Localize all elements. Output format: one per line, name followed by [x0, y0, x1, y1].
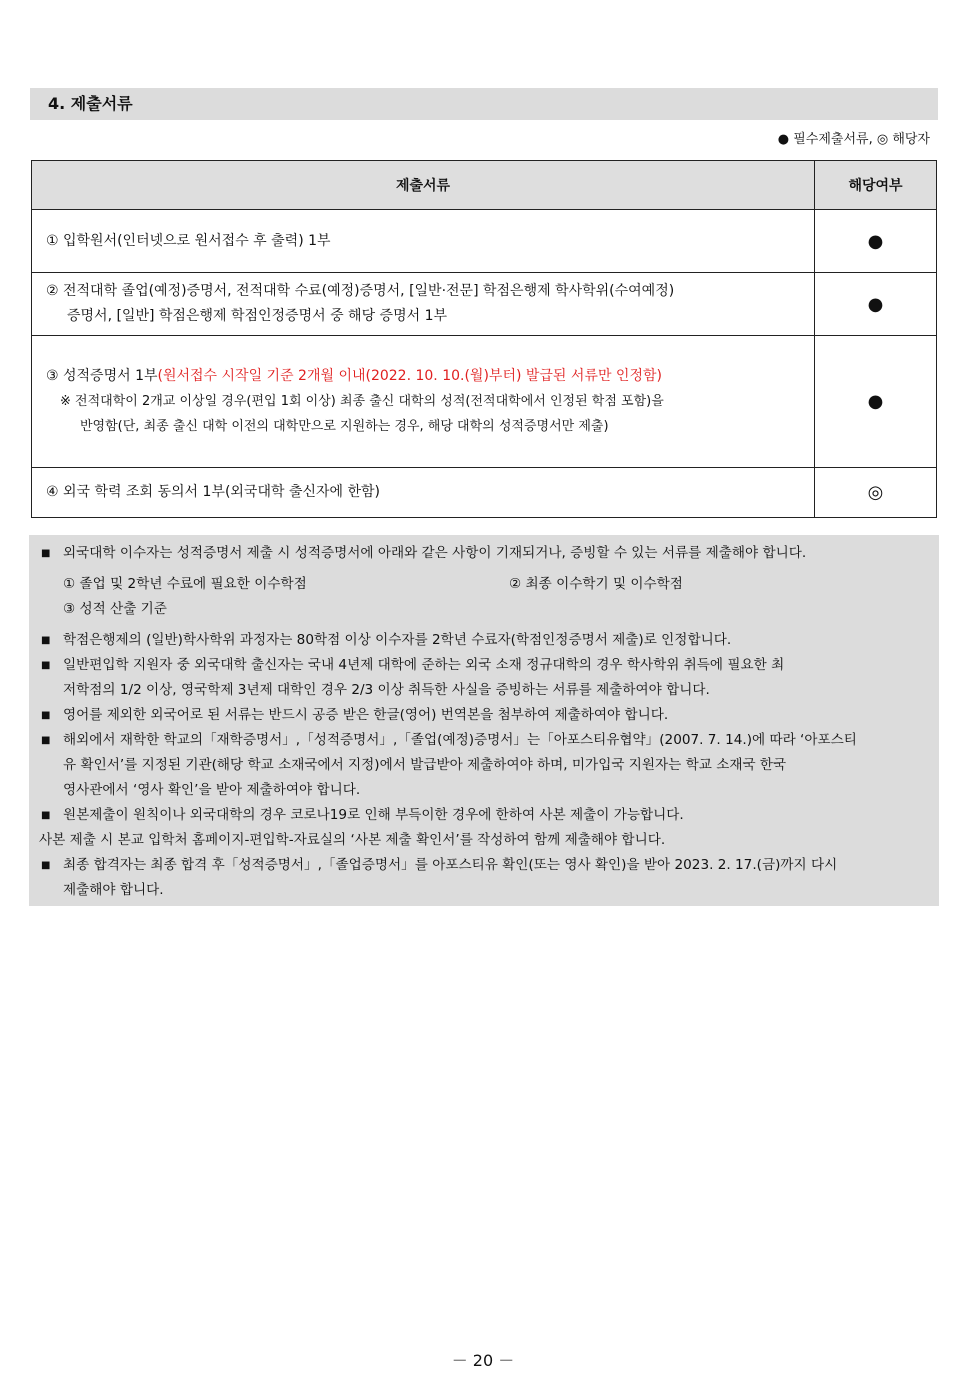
note-item: ■ 원본제출이 원칙이나 외국대학의 경우 코로나19로 인해 부득이한 경우에 한하여 사본 제출이 가능합니다. 사본 제출 시 본교 입학처 홈페이지-편입학-자료실의 ‘사본 제출 확인서’를 작성하여 함께 제출해야 합니다. [39, 803, 921, 853]
document-text: ② 전적대학 졸업(예정)증명서, 전적대학 수료(예정)증명서, [일반·전문] 학점은행제 학사학위(수여예정) [46, 283, 675, 299]
document-text: ① 입학원서(인터넷으로 원서접수 후 출력) 1부 [46, 232, 331, 249]
required-mark: ● [815, 336, 937, 468]
document-note-cont: 반영함(단, 최종 출신 대학 이전의 대학만으로 지원하는 경우, 해당 대학의 성적증명서만 제출) [80, 419, 609, 434]
notes-box [29, 535, 939, 906]
table-row [32, 273, 937, 336]
table-row [32, 336, 937, 468]
page-number: － 20 － [451, 1351, 515, 1370]
note-item: ■ 일반편입학 지원자 중 외국대학 출신자는 국내 4년제 대학에 준하는 외국 소재 정규대학의 경우 학사학위 취득에 필요한 최 저학점의 1/2 이상, 영국학제 3년제 대학인 경우 2/3 이상 취득한 사실을 증빙하는 서류를 제출하여야 합니다. [39, 653, 921, 703]
bullet-icon: ■ [41, 735, 51, 746]
required-mark: ● [815, 210, 937, 273]
section-title: 4. 제출서류 [30, 88, 938, 120]
bullet-icon: ■ [41, 635, 51, 646]
document-cell [32, 273, 815, 336]
document-text: ④ 외국 학력 조회 동의서 1부(외국대학 출신자에 한함) [46, 484, 381, 500]
legend: ● 필수제출서류, ◎ 해당자 [777, 132, 930, 147]
document-note: ※ 전적대학이 2개교 이상일 경우(편입 1회 이상) 최종 출신 대학의 성적(전적대학에서 인정된 학점 포함)을 [60, 394, 664, 409]
note-item: ■ 해외에서 재학한 학교의「재학증명서」,「성적증명서」,「졸업(예정)증명서」는「아포스티유협약」(2007. 7. 14.)에 따라 ‘아포스티 유 확인서’를 지정된 기관(해당 학교 소재국에서 지정)에서 발급받아 제출하여야 하며, 미가입국 지원자는 학교 소재국 한국 영사관에서 ‘영사 확인’을 받아 제출하여야 합니다. [39, 728, 921, 803]
table-header-row [32, 161, 937, 210]
note-sub-item: ③ 성적 산출 기준 [63, 601, 167, 617]
documents-table [31, 160, 937, 518]
column-header-applicable: 해당여부 [815, 161, 937, 210]
note-sub-list [39, 572, 921, 597]
note-item: ■ 최종 합격자는 최종 합격 후「성적증명서」,「졸업증명서」를 아포스티유 확인(또는 영사 확인)을 받아 2023. 2. 17.(금)까지 다시 제출해야 합니다. [39, 853, 921, 903]
conditional-mark: ◎ [815, 468, 937, 518]
bullet-icon: ■ [41, 860, 51, 871]
document-cell [32, 468, 815, 518]
note-sub-item: ② 최종 이수학기 및 이수학점 [509, 576, 683, 592]
document-cell [32, 210, 815, 273]
bullet-icon: ■ [41, 660, 51, 671]
document-text-cont: 증명서, [일반] 학점은행제 학점인정증명서 중 해당 증명서 1부 [67, 308, 448, 324]
validity-warning: (원서접수 시작일 기준 2개월 이내(2022. 10. 10.(월)부터) 발급된 서류만 인정함) [157, 368, 662, 384]
note-item: ■ 영어를 제외한 외국어로 된 서류는 반드시 공증 받은 한글(영어) 번역본을 첨부하여 제출하여야 합니다. [39, 703, 921, 728]
bullet-icon: ■ [41, 548, 51, 559]
table-row [32, 210, 937, 273]
required-mark: ● [815, 273, 937, 336]
bullet-icon: ■ [41, 810, 51, 821]
document-text: ③ 성적증명서 1부(원서접수 시작일 기준 2개월 이내(2022. 10. 10.(월)부터) 발급된 서류만 인정함) [46, 368, 662, 384]
document-cell [32, 336, 815, 468]
note-item: ■ 학점은행제의 (일반)학사학위 과정자는 80학점 이상 이수자를 2학년 수료자(학점인정증명서 제출)로 인정합니다. [39, 628, 921, 653]
note-sub-item: ① 졸업 및 2학년 수료에 필요한 이수학점 [63, 576, 307, 592]
bullet-icon: ■ [41, 710, 51, 721]
note-item: ■ 외국대학 이수자는 성적증명서 제출 시 성적증명서에 아래와 같은 사항이 기재되거나, 증빙할 수 있는 서류를 제출해야 합니다. [39, 541, 921, 566]
column-header-documents: 제출서류 [32, 161, 815, 210]
table-row [32, 468, 937, 518]
